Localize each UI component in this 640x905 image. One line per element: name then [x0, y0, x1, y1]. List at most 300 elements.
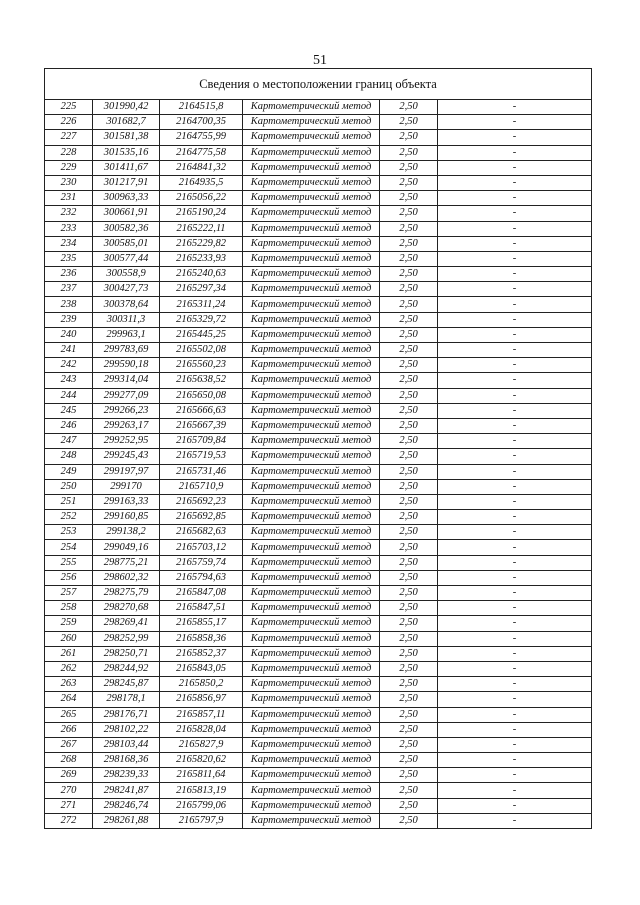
note-cell: -	[438, 297, 592, 312]
accuracy-cell: 2,50	[380, 358, 438, 373]
accuracy-cell: 2,50	[380, 403, 438, 418]
point-number-cell: 248	[45, 449, 93, 464]
accuracy-cell: 2,50	[380, 221, 438, 236]
note-cell: -	[438, 221, 592, 236]
point-number-cell: 269	[45, 768, 93, 783]
point-number-cell: 247	[45, 434, 93, 449]
table-row	[45, 160, 592, 175]
method-cell: Картометрический метод	[243, 722, 380, 737]
coord-x-cell: 299263,17	[93, 418, 160, 433]
accuracy-cell: 2,50	[380, 373, 438, 388]
accuracy-cell: 2,50	[380, 191, 438, 206]
coord-y-cell: 2165692,23	[160, 494, 243, 509]
coord-x-cell: 299245,43	[93, 449, 160, 464]
coord-y-cell: 2165843,05	[160, 661, 243, 676]
method-cell: Картометрический метод	[243, 616, 380, 631]
table-row	[45, 540, 592, 555]
point-number-cell: 252	[45, 510, 93, 525]
method-cell: Картометрический метод	[243, 206, 380, 221]
coord-x-cell: 301217,91	[93, 175, 160, 190]
note-cell: -	[438, 494, 592, 509]
coord-x-cell: 298241,87	[93, 783, 160, 798]
point-number-cell: 232	[45, 206, 93, 221]
table-row	[45, 418, 592, 433]
accuracy-cell: 2,50	[380, 160, 438, 175]
accuracy-cell: 2,50	[380, 510, 438, 525]
accuracy-cell: 2,50	[380, 327, 438, 342]
note-cell: -	[438, 403, 592, 418]
accuracy-cell: 2,50	[380, 312, 438, 327]
table-row	[45, 251, 592, 266]
table-row	[45, 616, 592, 631]
point-number-cell: 260	[45, 631, 93, 646]
method-cell: Картометрический метод	[243, 373, 380, 388]
accuracy-cell: 2,50	[380, 677, 438, 692]
table-row	[45, 373, 592, 388]
accuracy-cell: 2,50	[380, 479, 438, 494]
coord-x-cell: 298102,22	[93, 722, 160, 737]
note-cell: -	[438, 586, 592, 601]
note-cell: -	[438, 100, 592, 115]
coord-y-cell: 2165709,84	[160, 434, 243, 449]
table-title-row	[45, 69, 592, 100]
point-number-cell: 264	[45, 692, 93, 707]
note-cell: -	[438, 358, 592, 373]
table-row	[45, 525, 592, 540]
point-number-cell: 245	[45, 403, 93, 418]
accuracy-cell: 2,50	[380, 631, 438, 646]
note-cell: -	[438, 753, 592, 768]
method-cell: Картометрический метод	[243, 677, 380, 692]
note-cell: -	[438, 798, 592, 813]
method-cell: Картометрический метод	[243, 221, 380, 236]
coord-x-cell: 301411,67	[93, 160, 160, 175]
accuracy-cell: 2,50	[380, 692, 438, 707]
coord-y-cell: 2165813,19	[160, 783, 243, 798]
note-cell: -	[438, 646, 592, 661]
accuracy-cell: 2,50	[380, 115, 438, 130]
coord-y-cell: 2165731,46	[160, 464, 243, 479]
method-cell: Картометрический метод	[243, 707, 380, 722]
coord-y-cell: 2165811,64	[160, 768, 243, 783]
coord-x-cell: 298275,79	[93, 586, 160, 601]
note-cell: -	[438, 449, 592, 464]
point-number-cell: 229	[45, 160, 93, 175]
table-row	[45, 267, 592, 282]
accuracy-cell: 2,50	[380, 707, 438, 722]
method-cell: Картометрический метод	[243, 510, 380, 525]
method-cell: Картометрический метод	[243, 160, 380, 175]
point-number-cell: 255	[45, 555, 93, 570]
point-number-cell: 253	[45, 525, 93, 540]
method-cell: Картометрический метод	[243, 737, 380, 752]
coord-x-cell: 298176,71	[93, 707, 160, 722]
accuracy-cell: 2,50	[380, 464, 438, 479]
accuracy-cell: 2,50	[380, 343, 438, 358]
coord-y-cell: 2165682,63	[160, 525, 243, 540]
note-cell: -	[438, 327, 592, 342]
method-cell: Картометрический метод	[243, 479, 380, 494]
method-cell: Картометрический метод	[243, 601, 380, 616]
note-cell: -	[438, 418, 592, 433]
note-cell: -	[438, 510, 592, 525]
coord-y-cell: 2165858,36	[160, 631, 243, 646]
note-cell: -	[438, 677, 592, 692]
accuracy-cell: 2,50	[380, 175, 438, 190]
table-row	[45, 722, 592, 737]
note-cell: -	[438, 267, 592, 282]
note-cell: -	[438, 540, 592, 555]
point-number-cell: 239	[45, 312, 93, 327]
accuracy-cell: 2,50	[380, 722, 438, 737]
coord-y-cell: 2165799,06	[160, 798, 243, 813]
point-number-cell: 259	[45, 616, 93, 631]
accuracy-cell: 2,50	[380, 100, 438, 115]
coord-y-cell: 2165850,2	[160, 677, 243, 692]
coord-y-cell: 2165650,08	[160, 388, 243, 403]
note-cell: -	[438, 692, 592, 707]
coord-x-cell: 298250,71	[93, 646, 160, 661]
accuracy-cell: 2,50	[380, 798, 438, 813]
note-cell: -	[438, 236, 592, 251]
point-number-cell: 240	[45, 327, 93, 342]
method-cell: Картометрический метод	[243, 813, 380, 828]
coord-x-cell: 298261,88	[93, 813, 160, 828]
method-cell: Картометрический метод	[243, 783, 380, 798]
method-cell: Картометрический метод	[243, 798, 380, 813]
point-number-cell: 238	[45, 297, 93, 312]
coord-x-cell: 298168,36	[93, 753, 160, 768]
note-cell: -	[438, 525, 592, 540]
coord-x-cell: 298269,41	[93, 616, 160, 631]
coord-x-cell: 300427,73	[93, 282, 160, 297]
point-number-cell: 234	[45, 236, 93, 251]
method-cell: Картометрический метод	[243, 494, 380, 509]
table-row	[45, 494, 592, 509]
note-cell: -	[438, 160, 592, 175]
coord-x-cell: 298239,33	[93, 768, 160, 783]
point-number-cell: 227	[45, 130, 93, 145]
table-row	[45, 115, 592, 130]
table-row	[45, 646, 592, 661]
table-row	[45, 464, 592, 479]
accuracy-cell: 2,50	[380, 813, 438, 828]
table-row	[45, 282, 592, 297]
coord-y-cell: 2165797,9	[160, 813, 243, 828]
note-cell: -	[438, 206, 592, 221]
accuracy-cell: 2,50	[380, 145, 438, 160]
coord-y-cell: 2165311,24	[160, 297, 243, 312]
point-number-cell: 258	[45, 601, 93, 616]
note-cell: -	[438, 722, 592, 737]
method-cell: Картометрический метод	[243, 631, 380, 646]
coord-x-cell: 301535,16	[93, 145, 160, 160]
table-row	[45, 677, 592, 692]
method-cell: Картометрический метод	[243, 251, 380, 266]
coord-y-cell: 2165229,82	[160, 236, 243, 251]
table-row	[45, 175, 592, 190]
coord-x-cell: 300378,64	[93, 297, 160, 312]
coord-x-cell: 299314,04	[93, 373, 160, 388]
point-number-cell: 262	[45, 661, 93, 676]
method-cell: Картометрический метод	[243, 540, 380, 555]
coord-x-cell: 299138,2	[93, 525, 160, 540]
point-number-cell: 271	[45, 798, 93, 813]
coord-y-cell: 2165703,12	[160, 540, 243, 555]
table-row	[45, 737, 592, 752]
table-row	[45, 753, 592, 768]
coord-y-cell: 2165856,97	[160, 692, 243, 707]
point-number-cell: 266	[45, 722, 93, 737]
point-number-cell: 251	[45, 494, 93, 509]
coord-y-cell: 2165190,24	[160, 206, 243, 221]
note-cell: -	[438, 434, 592, 449]
coord-x-cell: 299049,16	[93, 540, 160, 555]
method-cell: Картометрический метод	[243, 525, 380, 540]
coord-y-cell: 2165667,39	[160, 418, 243, 433]
coord-x-cell: 300661,91	[93, 206, 160, 221]
coord-x-cell: 301990,42	[93, 100, 160, 115]
accuracy-cell: 2,50	[380, 753, 438, 768]
coord-x-cell: 299163,33	[93, 494, 160, 509]
point-number-cell: 257	[45, 586, 93, 601]
accuracy-cell: 2,50	[380, 555, 438, 570]
table-row	[45, 191, 592, 206]
table-row	[45, 813, 592, 828]
method-cell: Картометрический метод	[243, 297, 380, 312]
method-cell: Картометрический метод	[243, 555, 380, 570]
method-cell: Картометрический метод	[243, 768, 380, 783]
note-cell: -	[438, 343, 592, 358]
table-row	[45, 206, 592, 221]
accuracy-cell: 2,50	[380, 570, 438, 585]
table-row	[45, 312, 592, 327]
accuracy-cell: 2,50	[380, 206, 438, 221]
method-cell: Картометрический метод	[243, 130, 380, 145]
table-row	[45, 692, 592, 707]
coord-y-cell: 2165794,63	[160, 570, 243, 585]
note-cell: -	[438, 388, 592, 403]
coord-y-cell: 2165857,11	[160, 707, 243, 722]
table-row	[45, 601, 592, 616]
coord-x-cell: 300311,3	[93, 312, 160, 327]
accuracy-cell: 2,50	[380, 540, 438, 555]
note-cell: -	[438, 373, 592, 388]
method-cell: Картометрический метод	[243, 661, 380, 676]
coord-x-cell: 300585,01	[93, 236, 160, 251]
table-row	[45, 586, 592, 601]
coord-y-cell: 2165560,23	[160, 358, 243, 373]
accuracy-cell: 2,50	[380, 267, 438, 282]
accuracy-cell: 2,50	[380, 601, 438, 616]
coord-y-cell: 2165297,34	[160, 282, 243, 297]
coord-y-cell: 2165240,63	[160, 267, 243, 282]
table-title: Сведения о местоположении границ объекта	[45, 69, 592, 100]
table-row	[45, 221, 592, 236]
coord-y-cell: 2165222,11	[160, 221, 243, 236]
note-cell: -	[438, 251, 592, 266]
method-cell: Картометрический метод	[243, 646, 380, 661]
note-cell: -	[438, 813, 592, 828]
method-cell: Картометрический метод	[243, 100, 380, 115]
table-row	[45, 631, 592, 646]
note-cell: -	[438, 783, 592, 798]
coord-y-cell: 2164775,58	[160, 145, 243, 160]
table-row	[45, 327, 592, 342]
point-number-cell: 272	[45, 813, 93, 828]
point-number-cell: 261	[45, 646, 93, 661]
accuracy-cell: 2,50	[380, 525, 438, 540]
point-number-cell: 241	[45, 343, 93, 358]
point-number-cell: 246	[45, 418, 93, 433]
coord-x-cell: 299266,23	[93, 403, 160, 418]
coord-x-cell: 300577,44	[93, 251, 160, 266]
accuracy-cell: 2,50	[380, 783, 438, 798]
coord-x-cell: 300582,36	[93, 221, 160, 236]
method-cell: Картометрический метод	[243, 282, 380, 297]
coord-x-cell: 299277,09	[93, 388, 160, 403]
coord-x-cell: 300963,33	[93, 191, 160, 206]
coord-y-cell: 2165828,04	[160, 722, 243, 737]
method-cell: Картометрический метод	[243, 115, 380, 130]
note-cell: -	[438, 631, 592, 646]
accuracy-cell: 2,50	[380, 768, 438, 783]
note-cell: -	[438, 570, 592, 585]
method-cell: Картометрический метод	[243, 343, 380, 358]
coord-y-cell: 2165692,85	[160, 510, 243, 525]
accuracy-cell: 2,50	[380, 586, 438, 601]
note-cell: -	[438, 661, 592, 676]
coord-y-cell: 2164515,8	[160, 100, 243, 115]
method-cell: Картометрический метод	[243, 586, 380, 601]
coord-y-cell: 2164755,99	[160, 130, 243, 145]
method-cell: Картометрический метод	[243, 434, 380, 449]
point-number-cell: 242	[45, 358, 93, 373]
coord-y-cell: 2165719,53	[160, 449, 243, 464]
note-cell: -	[438, 115, 592, 130]
table-row	[45, 555, 592, 570]
method-cell: Картометрический метод	[243, 449, 380, 464]
coord-x-cell: 300558,9	[93, 267, 160, 282]
table-row	[45, 236, 592, 251]
point-number-cell: 230	[45, 175, 93, 190]
coord-y-cell: 2165638,52	[160, 373, 243, 388]
coord-y-cell: 2165445,25	[160, 327, 243, 342]
coord-y-cell: 2164700,35	[160, 115, 243, 130]
table-row	[45, 768, 592, 783]
point-number-cell: 267	[45, 737, 93, 752]
accuracy-cell: 2,50	[380, 251, 438, 266]
point-number-cell: 228	[45, 145, 93, 160]
table-row	[45, 100, 592, 115]
method-cell: Картометрический метод	[243, 692, 380, 707]
coord-x-cell: 299252,95	[93, 434, 160, 449]
point-number-cell: 268	[45, 753, 93, 768]
method-cell: Картометрический метод	[243, 570, 380, 585]
table-row	[45, 388, 592, 403]
coord-y-cell: 2165710,9	[160, 479, 243, 494]
accuracy-cell: 2,50	[380, 236, 438, 251]
point-number-cell: 270	[45, 783, 93, 798]
coord-x-cell: 298246,74	[93, 798, 160, 813]
coord-x-cell: 298252,99	[93, 631, 160, 646]
table-row	[45, 130, 592, 145]
table-row	[45, 434, 592, 449]
note-cell: -	[438, 191, 592, 206]
note-cell: -	[438, 616, 592, 631]
table-row	[45, 358, 592, 373]
accuracy-cell: 2,50	[380, 449, 438, 464]
point-number-cell: 250	[45, 479, 93, 494]
note-cell: -	[438, 464, 592, 479]
note-cell: -	[438, 768, 592, 783]
note-cell: -	[438, 312, 592, 327]
coord-y-cell: 2165847,51	[160, 601, 243, 616]
table-row	[45, 570, 592, 585]
method-cell: Картометрический метод	[243, 327, 380, 342]
method-cell: Картометрический метод	[243, 145, 380, 160]
point-number-cell: 265	[45, 707, 93, 722]
coord-y-cell: 2165502,08	[160, 343, 243, 358]
point-number-cell: 244	[45, 388, 93, 403]
note-cell: -	[438, 601, 592, 616]
coord-x-cell: 298245,87	[93, 677, 160, 692]
table-row	[45, 145, 592, 160]
coord-y-cell: 2165056,22	[160, 191, 243, 206]
table-row	[45, 449, 592, 464]
point-number-cell: 231	[45, 191, 93, 206]
coord-x-cell: 298775,21	[93, 555, 160, 570]
accuracy-cell: 2,50	[380, 616, 438, 631]
coord-y-cell: 2164841,32	[160, 160, 243, 175]
point-number-cell: 254	[45, 540, 93, 555]
point-number-cell: 256	[45, 570, 93, 585]
point-number-cell: 263	[45, 677, 93, 692]
method-cell: Картометрический метод	[243, 236, 380, 251]
method-cell: Картометрический метод	[243, 388, 380, 403]
table-row	[45, 343, 592, 358]
accuracy-cell: 2,50	[380, 661, 438, 676]
point-number-cell: 225	[45, 100, 93, 115]
accuracy-cell: 2,50	[380, 388, 438, 403]
method-cell: Картометрический метод	[243, 464, 380, 479]
note-cell: -	[438, 282, 592, 297]
coord-y-cell: 2165847,08	[160, 586, 243, 601]
note-cell: -	[438, 145, 592, 160]
accuracy-cell: 2,50	[380, 282, 438, 297]
note-cell: -	[438, 479, 592, 494]
table-row	[45, 479, 592, 494]
coord-x-cell: 301682,7	[93, 115, 160, 130]
point-number-cell: 249	[45, 464, 93, 479]
table-row	[45, 510, 592, 525]
table-row	[45, 783, 592, 798]
point-number-cell: 237	[45, 282, 93, 297]
coord-x-cell: 299197,97	[93, 464, 160, 479]
table-row	[45, 798, 592, 813]
method-cell: Картометрический метод	[243, 418, 380, 433]
method-cell: Картометрический метод	[243, 753, 380, 768]
coord-y-cell: 2165666,63	[160, 403, 243, 418]
method-cell: Картометрический метод	[243, 312, 380, 327]
table-row	[45, 297, 592, 312]
coord-y-cell: 2165329,72	[160, 312, 243, 327]
point-number-cell: 243	[45, 373, 93, 388]
point-number-cell: 236	[45, 267, 93, 282]
point-number-cell: 233	[45, 221, 93, 236]
accuracy-cell: 2,50	[380, 297, 438, 312]
coord-y-cell: 2165233,93	[160, 251, 243, 266]
